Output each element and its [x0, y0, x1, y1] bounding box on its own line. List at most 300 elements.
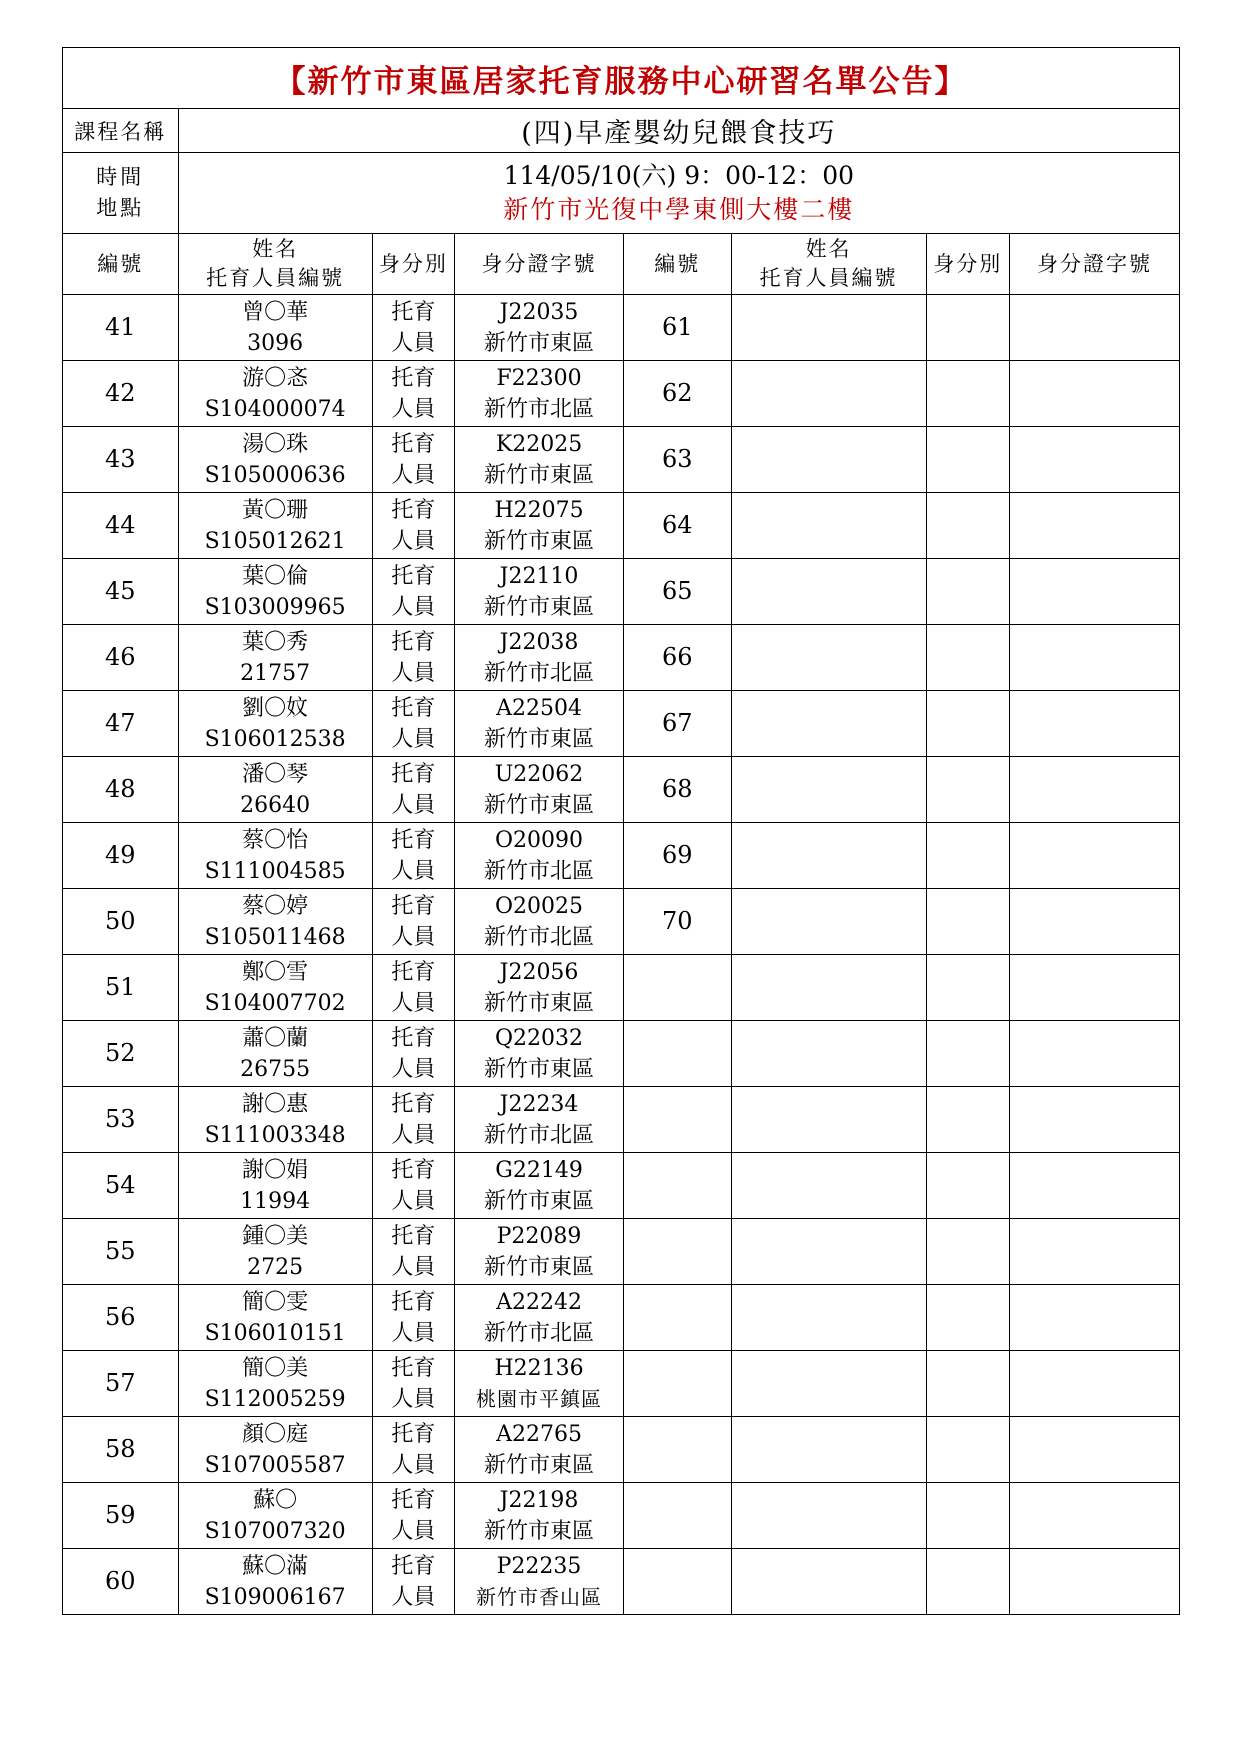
name-cell	[178, 1021, 372, 1087]
staff-number: S107005587	[204, 1452, 346, 1478]
id-number: J22198	[499, 1487, 579, 1513]
trainee-name: 鍾〇美	[242, 1223, 309, 1249]
id-number-cell	[455, 1417, 624, 1483]
row-number: 43	[63, 427, 179, 493]
id-number-cell	[455, 361, 624, 427]
id-number-cell-right	[1010, 1549, 1180, 1615]
staff-number: S111004585	[204, 858, 346, 884]
row-number: 57	[63, 1351, 179, 1417]
staff-number: S103009965	[204, 594, 346, 620]
trainee-name: 游〇忞	[242, 365, 309, 391]
id-number-cell-right	[1010, 1483, 1180, 1549]
name-cell-right	[731, 1021, 926, 1087]
identity-line-2: 人員	[391, 1320, 436, 1346]
identity-line-1: 托育	[391, 893, 436, 919]
staff-number: S105011468	[204, 924, 346, 950]
id-number-cell	[455, 1153, 624, 1219]
staff-number: 21757	[240, 660, 311, 686]
place-label: 地點	[96, 196, 145, 220]
row-number: 50	[63, 889, 179, 955]
trainee-name: 湯〇珠	[242, 431, 309, 457]
id-number-cell	[455, 559, 624, 625]
time-place-value	[178, 153, 1179, 234]
header-name-label-2: 姓名	[805, 237, 852, 261]
identity-cell-right	[926, 625, 1009, 691]
session-place: 新竹市光復中學東側大樓二樓	[503, 195, 855, 224]
id-number: H22136	[494, 1355, 584, 1381]
trainee-name: 蘇〇滿	[242, 1553, 309, 1579]
name-cell-right	[731, 559, 926, 625]
id-number-cell-right	[1010, 1153, 1180, 1219]
id-number-cell-right	[1010, 1219, 1180, 1285]
id-area: 新竹市東區	[484, 1518, 595, 1544]
id-number-cell	[455, 625, 624, 691]
staff-number: S106010151	[204, 1320, 346, 1346]
header-staff-no-label: 托育人員編號	[206, 266, 345, 290]
trainee-name: 蕭〇蘭	[242, 1025, 309, 1051]
id-number-cell-right	[1010, 1285, 1180, 1351]
name-cell	[178, 295, 372, 361]
name-cell-right	[731, 1219, 926, 1285]
identity-line-2: 人員	[391, 1518, 436, 1544]
identity-line-1: 托育	[391, 563, 436, 589]
identity-cell-right	[926, 427, 1009, 493]
identity-cell-right	[926, 757, 1009, 823]
row-number-right	[623, 1285, 731, 1351]
staff-number: S104000074	[204, 396, 346, 422]
id-number-cell	[455, 427, 624, 493]
name-cell-right	[731, 823, 926, 889]
id-number: J22035	[499, 299, 579, 325]
id-number: J22056	[499, 959, 579, 985]
row-number: 45	[63, 559, 179, 625]
id-number-cell	[455, 1087, 624, 1153]
identity-line-1: 托育	[391, 1223, 436, 1249]
id-number: F22300	[496, 365, 582, 391]
id-number: Q22032	[495, 1025, 584, 1051]
table-row	[63, 361, 1180, 427]
row-number-right: 68	[623, 757, 731, 823]
row-number: 51	[63, 955, 179, 1021]
id-number-cell-right	[1010, 559, 1180, 625]
id-number-cell-right	[1010, 493, 1180, 559]
table-row	[63, 1153, 1180, 1219]
row-number-right: 69	[623, 823, 731, 889]
identity-line-2: 人員	[391, 396, 436, 422]
name-cell	[178, 493, 372, 559]
name-cell-right	[731, 1285, 926, 1351]
table-row	[63, 823, 1180, 889]
name-cell	[178, 625, 372, 691]
identity-line-2: 人員	[391, 330, 436, 356]
table-row	[63, 757, 1180, 823]
identity-cell	[372, 427, 454, 493]
id-area: 新竹市東區	[484, 726, 595, 752]
identity-cell-right	[926, 1219, 1009, 1285]
row-number: 52	[63, 1021, 179, 1087]
course-label: 課程名稱	[63, 109, 179, 153]
roster-body	[63, 295, 1180, 1615]
trainee-name: 蔡〇婷	[242, 893, 309, 919]
id-number: K22025	[495, 431, 583, 457]
table-row	[63, 1351, 1180, 1417]
table-row	[63, 295, 1180, 361]
trainee-name: 劉〇妏	[242, 695, 309, 721]
id-area: 新竹市東區	[484, 462, 595, 488]
identity-cell-right	[926, 1549, 1009, 1615]
row-number-right	[623, 1153, 731, 1219]
table-row	[63, 1285, 1180, 1351]
id-number: J22234	[499, 1091, 579, 1117]
id-number: O20090	[495, 827, 584, 853]
identity-line-1: 托育	[391, 431, 436, 457]
id-area: 新竹市東區	[484, 1188, 595, 1214]
staff-number: 2725	[247, 1254, 304, 1280]
trainee-name: 蘇〇	[253, 1487, 298, 1513]
identity-cell	[372, 1087, 454, 1153]
row-number-right: 63	[623, 427, 731, 493]
row-number-right: 62	[623, 361, 731, 427]
header-id-number: 身分證字號	[455, 234, 624, 295]
name-cell	[178, 1549, 372, 1615]
trainee-name: 黃〇珊	[242, 497, 309, 523]
row-number-right	[623, 1351, 731, 1417]
identity-cell	[372, 361, 454, 427]
table-row	[63, 1219, 1180, 1285]
identity-line-2: 人員	[391, 1188, 436, 1214]
table-row	[63, 1417, 1180, 1483]
id-number-cell	[455, 757, 624, 823]
roster-table	[62, 47, 1180, 1615]
name-cell-right	[731, 955, 926, 1021]
name-cell-right	[731, 1549, 926, 1615]
id-area: 新竹市北區	[484, 660, 595, 686]
table-row	[63, 493, 1180, 559]
id-number: J22110	[499, 563, 579, 589]
id-number-cell	[455, 955, 624, 1021]
identity-cell	[372, 889, 454, 955]
identity-line-1: 托育	[391, 761, 436, 787]
row-number-right	[623, 1483, 731, 1549]
row-number: 60	[63, 1549, 179, 1615]
id-area: 新竹市北區	[484, 858, 595, 884]
table-row	[63, 1087, 1180, 1153]
header-identity: 身分別	[372, 234, 454, 295]
identity-cell	[372, 955, 454, 1021]
id-area: 新竹市北區	[484, 1122, 595, 1148]
id-number-cell-right	[1010, 295, 1180, 361]
id-number-cell-right	[1010, 427, 1180, 493]
id-number-cell-right	[1010, 691, 1180, 757]
name-cell	[178, 361, 372, 427]
table-row	[63, 1021, 1180, 1087]
id-number: A22504	[496, 695, 582, 721]
name-cell	[178, 1219, 372, 1285]
id-number-cell	[455, 493, 624, 559]
identity-line-2: 人員	[391, 990, 436, 1016]
id-area: 新竹市香山區	[476, 1584, 603, 1609]
id-number: P22235	[496, 1553, 582, 1579]
id-area: 新竹市北區	[484, 396, 595, 422]
row-number-right	[623, 1219, 731, 1285]
identity-line-1: 托育	[391, 827, 436, 853]
row-number: 47	[63, 691, 179, 757]
name-cell	[178, 955, 372, 1021]
identity-line-1: 托育	[391, 1025, 436, 1051]
identity-cell-right	[926, 1351, 1009, 1417]
identity-line-2: 人員	[391, 1386, 436, 1412]
id-number-cell-right	[1010, 1417, 1180, 1483]
row-number: 44	[63, 493, 179, 559]
row-number: 49	[63, 823, 179, 889]
trainee-name: 蔡〇怡	[242, 827, 309, 853]
trainee-name: 簡〇美	[242, 1355, 309, 1381]
header-name	[178, 234, 372, 295]
id-area: 新竹市東區	[484, 1056, 595, 1082]
id-number-cell	[455, 1483, 624, 1549]
name-cell-right	[731, 427, 926, 493]
row-number-right: 70	[623, 889, 731, 955]
identity-line-1: 托育	[391, 1289, 436, 1315]
id-number-cell-right	[1010, 1087, 1180, 1153]
id-number: U22062	[494, 761, 584, 787]
identity-cell	[372, 1219, 454, 1285]
name-cell-right	[731, 295, 926, 361]
table-row	[63, 691, 1180, 757]
trainee-name: 葉〇秀	[242, 629, 309, 655]
row-number: 48	[63, 757, 179, 823]
id-number: P22089	[496, 1223, 582, 1249]
trainee-name: 簡〇雯	[242, 1289, 309, 1315]
id-number-cell-right	[1010, 889, 1180, 955]
staff-number: S112005259	[204, 1386, 346, 1412]
id-number-cell	[455, 1219, 624, 1285]
id-area: 新竹市北區	[484, 924, 595, 950]
identity-line-2: 人員	[391, 660, 436, 686]
staff-number: S106012538	[204, 726, 346, 752]
staff-number: S111003348	[204, 1122, 346, 1148]
identity-cell-right	[926, 823, 1009, 889]
row-number-right	[623, 955, 731, 1021]
row-number-right: 61	[623, 295, 731, 361]
id-number: A22242	[496, 1289, 582, 1315]
staff-number: 3096	[247, 330, 304, 356]
id-number-cell	[455, 1549, 624, 1615]
id-number-cell	[455, 1021, 624, 1087]
identity-line-1: 托育	[391, 1487, 436, 1513]
trainee-name: 潘〇琴	[242, 761, 309, 787]
row-number-right	[623, 1021, 731, 1087]
name-cell-right	[731, 361, 926, 427]
row-number-right: 67	[623, 691, 731, 757]
identity-line-2: 人員	[391, 858, 436, 884]
time-label: 時間	[96, 165, 145, 189]
identity-line-2: 人員	[391, 726, 436, 752]
trainee-name: 葉〇倫	[242, 563, 309, 589]
id-area: 新竹市東區	[484, 330, 595, 356]
name-cell-right	[731, 493, 926, 559]
trainee-name: 鄭〇雪	[242, 959, 309, 985]
id-number-cell-right	[1010, 955, 1180, 1021]
row-number: 58	[63, 1417, 179, 1483]
identity-cell	[372, 559, 454, 625]
id-number-cell-right	[1010, 823, 1180, 889]
name-cell	[178, 1153, 372, 1219]
name-cell	[178, 1351, 372, 1417]
identity-cell-right	[926, 1483, 1009, 1549]
table-row	[63, 1549, 1180, 1615]
row-number: 46	[63, 625, 179, 691]
trainee-name: 謝〇娟	[242, 1157, 309, 1183]
header-name-label: 姓名	[252, 237, 299, 261]
name-cell	[178, 1285, 372, 1351]
staff-number: S105000636	[204, 462, 346, 488]
trainee-name: 謝〇惠	[242, 1091, 309, 1117]
trainee-name: 曾〇華	[242, 299, 309, 325]
row-number: 53	[63, 1087, 179, 1153]
row-number: 56	[63, 1285, 179, 1351]
identity-line-1: 托育	[391, 695, 436, 721]
identity-cell-right	[926, 1417, 1009, 1483]
row-number-right	[623, 1417, 731, 1483]
identity-cell	[372, 1153, 454, 1219]
identity-line-2: 人員	[391, 594, 436, 620]
time-place-label	[63, 153, 179, 234]
identity-line-2: 人員	[391, 1122, 436, 1148]
staff-number: S109006167	[204, 1584, 346, 1610]
identity-cell	[372, 1351, 454, 1417]
identity-line-2: 人員	[391, 462, 436, 488]
name-cell	[178, 757, 372, 823]
row-number-right	[623, 1549, 731, 1615]
table-row	[63, 559, 1180, 625]
header-number-2: 編號	[623, 234, 731, 295]
table-row	[63, 1483, 1180, 1549]
name-cell	[178, 1417, 372, 1483]
name-cell-right	[731, 757, 926, 823]
row-number-right: 64	[623, 493, 731, 559]
identity-cell	[372, 295, 454, 361]
identity-cell	[372, 1417, 454, 1483]
header-name-2	[731, 234, 926, 295]
identity-line-1: 托育	[391, 1421, 436, 1447]
identity-cell-right	[926, 955, 1009, 1021]
identity-line-1: 托育	[391, 1157, 436, 1183]
name-cell-right	[731, 889, 926, 955]
identity-line-1: 托育	[391, 1553, 436, 1579]
name-cell	[178, 823, 372, 889]
identity-line-1: 托育	[391, 497, 436, 523]
id-number: G22149	[495, 1157, 583, 1183]
name-cell	[178, 691, 372, 757]
identity-line-1: 托育	[391, 365, 436, 391]
id-number-cell-right	[1010, 625, 1180, 691]
header-staff-no-label-2: 托育人員編號	[759, 266, 898, 290]
row-number-right: 66	[623, 625, 731, 691]
identity-cell	[372, 823, 454, 889]
name-cell-right	[731, 1483, 926, 1549]
staff-number: S104007702	[204, 990, 346, 1016]
id-area: 新竹市東區	[484, 792, 595, 818]
row-number: 42	[63, 361, 179, 427]
id-number: O20025	[495, 893, 584, 919]
identity-line-1: 托育	[391, 629, 436, 655]
name-cell-right	[731, 1351, 926, 1417]
id-number-cell	[455, 295, 624, 361]
identity-cell-right	[926, 1021, 1009, 1087]
identity-line-2: 人員	[391, 924, 436, 950]
session-time: 114/05/10(六) 9：00-12：00	[503, 161, 855, 190]
staff-number: 26755	[240, 1056, 311, 1082]
id-number-cell-right	[1010, 1351, 1180, 1417]
table-row	[63, 625, 1180, 691]
identity-cell	[372, 1021, 454, 1087]
identity-cell	[372, 493, 454, 559]
id-number: H22075	[494, 497, 584, 523]
identity-line-1: 托育	[391, 959, 436, 985]
identity-cell	[372, 1285, 454, 1351]
id-number-cell	[455, 823, 624, 889]
name-cell-right	[731, 1153, 926, 1219]
header-number: 編號	[63, 234, 179, 295]
header-id-number-2: 身分證字號	[1010, 234, 1180, 295]
row-number: 54	[63, 1153, 179, 1219]
id-number-cell	[455, 1285, 624, 1351]
identity-cell	[372, 625, 454, 691]
identity-cell	[372, 691, 454, 757]
id-number: J22038	[499, 629, 579, 655]
id-number-cell	[455, 691, 624, 757]
row-number-right: 65	[623, 559, 731, 625]
trainee-name: 顏〇庭	[242, 1421, 309, 1447]
staff-number: 26640	[240, 792, 311, 818]
identity-cell	[372, 757, 454, 823]
name-cell	[178, 1087, 372, 1153]
identity-line-2: 人員	[391, 528, 436, 554]
row-number: 59	[63, 1483, 179, 1549]
id-number-cell-right	[1010, 361, 1180, 427]
identity-line-1: 托育	[391, 1355, 436, 1381]
staff-number: 11994	[240, 1188, 311, 1214]
identity-line-1: 托育	[391, 299, 436, 325]
row-number: 55	[63, 1219, 179, 1285]
identity-line-2: 人員	[391, 1254, 436, 1280]
identity-cell-right	[926, 691, 1009, 757]
name-cell	[178, 559, 372, 625]
identity-line-2: 人員	[391, 1056, 436, 1082]
row-number: 41	[63, 295, 179, 361]
course-name: (四)早產嬰幼兒餵食技巧	[178, 109, 1179, 153]
identity-cell-right	[926, 889, 1009, 955]
id-area: 新竹市東區	[484, 528, 595, 554]
id-number-cell	[455, 1351, 624, 1417]
name-cell-right	[731, 691, 926, 757]
id-area: 桃園市平鎮區	[476, 1386, 603, 1411]
id-area: 新竹市東區	[484, 1254, 595, 1280]
table-row	[63, 889, 1180, 955]
identity-line-1: 托育	[391, 1091, 436, 1117]
id-number-cell	[455, 889, 624, 955]
id-area: 新竹市東區	[484, 1452, 595, 1478]
table-row	[63, 955, 1180, 1021]
identity-cell-right	[926, 1285, 1009, 1351]
identity-cell-right	[926, 295, 1009, 361]
identity-cell-right	[926, 559, 1009, 625]
identity-cell-right	[926, 1087, 1009, 1153]
identity-line-2: 人員	[391, 1452, 436, 1478]
id-area: 新竹市東區	[484, 990, 595, 1016]
name-cell	[178, 427, 372, 493]
